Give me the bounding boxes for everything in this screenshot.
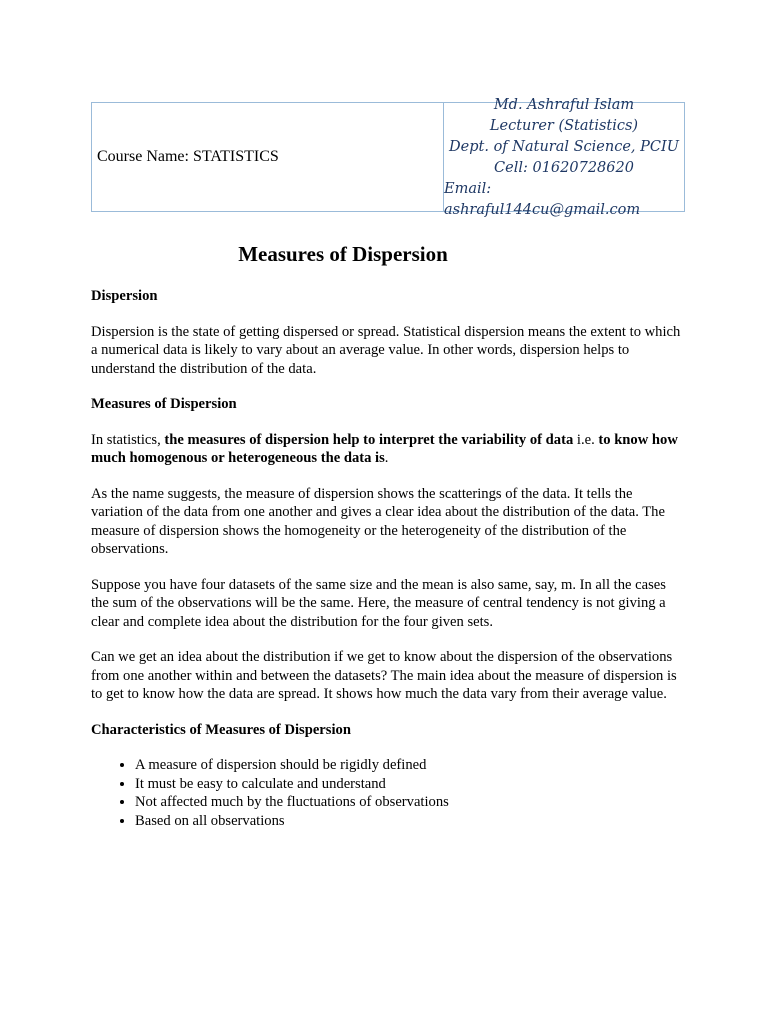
dispersion-paragraph: Dispersion is the state of getting dispersed or spread. Statistical dispersion means the extent to which a numerical data is likely to vary about an average value. In other words, dispersion helps to understand the distribution of the data. — [91, 323, 681, 377]
instructor-dept: Dept. of Natural Science, PCIU — [449, 138, 679, 155]
measures-p1-text-c: . — [384, 450, 389, 466]
document-title: Measures of Dispersion — [238, 242, 448, 266]
course-name: Course Name: STATISTICS — [97, 148, 279, 165]
instructor-cell — [444, 96, 684, 218]
list-item: • It must be easy to calculate and understand — [135, 775, 681, 794]
list-item: • A measure of dispersion should be rigidly defined — [135, 756, 681, 775]
measures-paragraph-3: Suppose you have four datasets of the same size and the mean is also same, say, m. In all the cases the sum of the observations will be the same. Here, the measure of central tendency is not giving a clear and complete idea about the distribution for the four given sets. — [91, 576, 666, 630]
instructor-name: Md. Ashraful Islam — [493, 96, 635, 113]
measures-paragraph-1 — [91, 431, 681, 468]
characteristics-heading: Characteristics of Measures of Dispersion — [91, 721, 351, 738]
course-cell — [92, 103, 444, 211]
measures-p1-text-a: In statistics, — [91, 431, 165, 448]
measures-p1-text-b: i.e. — [573, 431, 599, 448]
measures-paragraph-2: As the name suggests, the measure of dispersion shows the scatterings of the data. It tells the variation of the data from one another and gives a clear idea about the distribution of the data. The measure of dispersion shows the homogeneity or the heterogeneity of the distribution of the observations. — [91, 485, 665, 557]
measures-heading: Measures of Dispersion — [91, 396, 237, 412]
list-item: • Based on all observations — [135, 812, 681, 831]
measures-p1-bold-a: the measures of dispersion help to interpret the variability of data — [164, 431, 574, 448]
characteristics-list — [91, 756, 681, 830]
instructor-email: Email: ashraful144cu@gmail.com — [444, 180, 641, 218]
instructor-cell-phone: Cell: 01620728620 — [494, 159, 634, 176]
list-item: • Not affected much by the fluctuations of observations — [135, 793, 681, 812]
measures-p1-bold-b: to know how much homogenous or heterogeneous the data is — [91, 431, 678, 466]
document-body — [91, 287, 681, 830]
header-table — [91, 96, 685, 218]
dispersion-heading: Dispersion — [91, 288, 158, 304]
measures-paragraph-4: Can we get an idea about the distribution if we get to know about the dispersion of the observations from one another within and between the datasets? The main idea about the measure of dispersion is to get to know how the data are spread. It shows how much the data vary from their average value. — [91, 649, 677, 702]
instructor-title: Lecturer (Statistics) — [489, 117, 639, 134]
